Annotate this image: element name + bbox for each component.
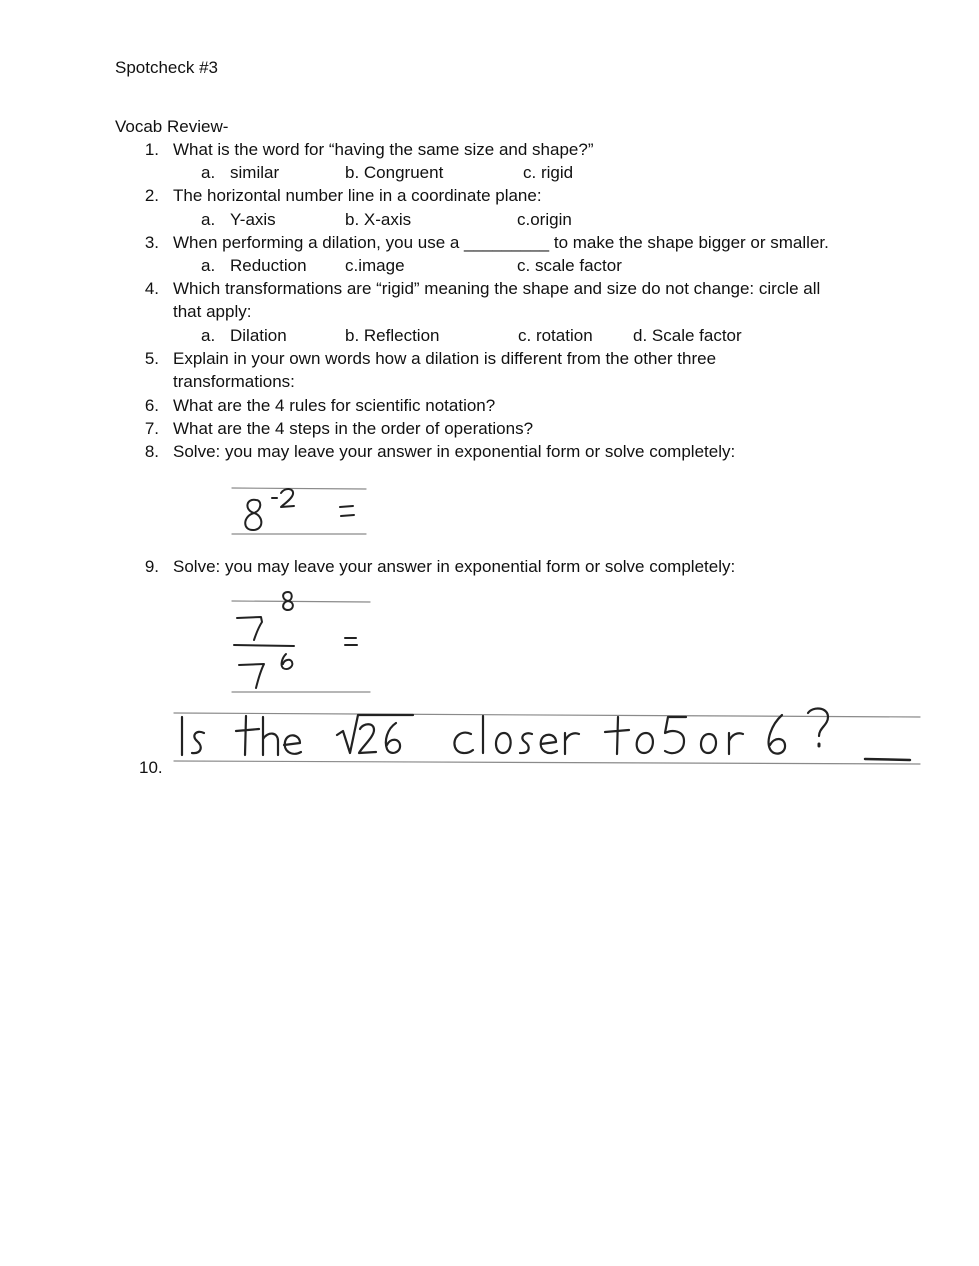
option-c: c. rotation (518, 326, 593, 345)
option-b: b. X-axis (345, 210, 412, 229)
option-c: c. scale factor (517, 256, 622, 275)
option-letter: a. (201, 210, 216, 229)
question-6-text: What are the 4 rules for scientific notation? (173, 396, 496, 415)
question-9-text: Solve: you may leave your answer in exponential form or solve completely: (173, 557, 736, 576)
question-number: 10. (139, 758, 163, 777)
option-letter: a. (201, 163, 216, 182)
option-letter: a. (201, 256, 216, 275)
option-c: c.origin (517, 210, 572, 229)
option-a: Y-axis (230, 210, 276, 229)
option-letter: a. (201, 326, 216, 345)
question-number: 4. (144, 279, 159, 298)
question-3-text: When performing a dilation, you use a _________ to make the shape bigger or smaller. (173, 233, 829, 252)
question-7-text: What are the 4 steps in the order of operations? (173, 419, 534, 438)
option-b: b. Reflection (345, 326, 440, 345)
option-a: Dilation (230, 326, 287, 345)
option-c: c. rigid (523, 163, 574, 182)
question-8-text: Solve: you may leave your answer in exponential form or solve completely: (173, 442, 736, 461)
question-number: 1. (144, 140, 159, 159)
handwritten-expression-7-8-over-7-6 (228, 588, 378, 698)
question-number: 7. (144, 419, 159, 438)
handwritten-expression-8-neg2 (228, 478, 373, 542)
section-heading: Vocab Review- (115, 117, 229, 136)
question-1-text: What is the word for “having the same size and shape?” (173, 140, 594, 159)
question-4-text: Which transformations are “rigid” meaning the shape and size do not change: circle all (173, 279, 821, 298)
question-2-text: The horizontal number line in a coordinate plane: (173, 186, 542, 205)
question-5-text: Explain in your own words how a dilation is different from the other three (173, 349, 717, 368)
page-title: Spotcheck #3 (115, 58, 219, 77)
question-number: 3. (144, 233, 159, 252)
handwritten-question-square-root-26 (168, 703, 928, 773)
option-b: b. Congruent (345, 163, 444, 182)
question-5-text-cont: transformations: (173, 372, 295, 391)
question-number: 8. (144, 442, 159, 461)
question-number: 9. (144, 557, 159, 576)
option-a: Reduction (230, 256, 307, 275)
question-number: 2. (144, 186, 159, 205)
option-b: c.image (345, 256, 405, 275)
question-4-text-cont: that apply: (173, 302, 252, 321)
question-number: 6. (144, 396, 159, 415)
option-a: similar (230, 163, 280, 182)
question-number: 5. (144, 349, 159, 368)
option-d: d. Scale factor (633, 326, 742, 345)
